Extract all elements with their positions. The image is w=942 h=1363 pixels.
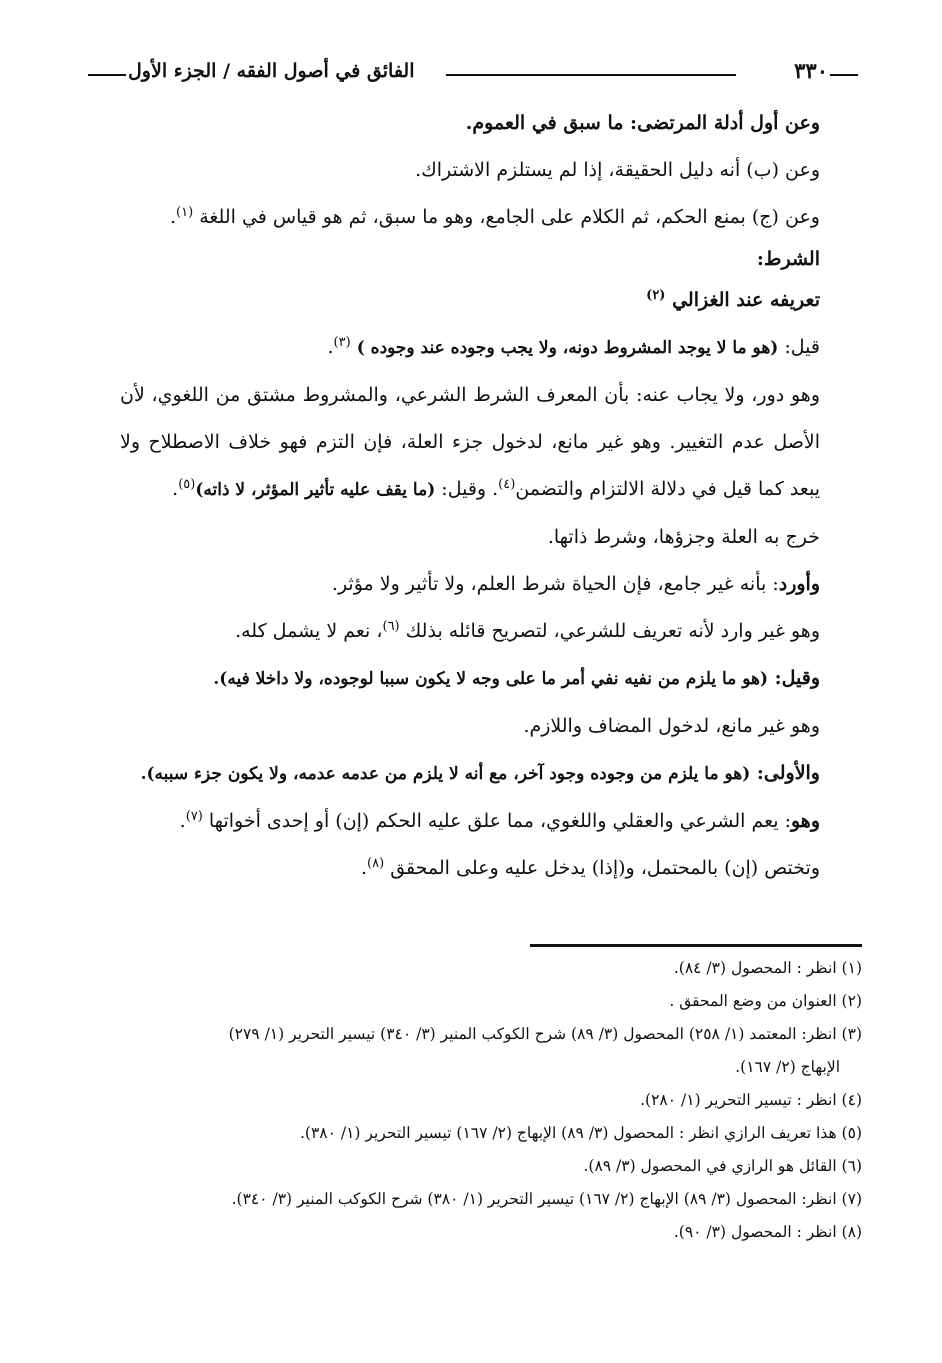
text-line	[120, 655, 820, 703]
footnotes	[82, 952, 862, 1249]
footnote-ref: (٥)	[178, 477, 196, 492]
text-span: والأولى:	[750, 762, 820, 784]
footnote: (٥) هذا تعريف الرازي انظر : المحصول (٣/ ٨٩) الإبهاج (٢/ ١٦٧) تيسير التحرير (١/ ٣٨٠).	[299, 1124, 862, 1142]
text-line	[120, 703, 820, 750]
text-line	[120, 100, 820, 147]
section-heading: الشرط:	[756, 248, 820, 270]
footnote: (٢) العنوان من وضع المحقق .	[669, 992, 862, 1010]
quoted-definition: (ما يقف عليه تأثير المؤثر، لا ذاته)	[195, 480, 436, 500]
text-line: قيل: (هو ما لا يوجد المشروط دونه، ولا يجب وجوده عند وجوده ) $^{(٣)}$.	[327, 335, 820, 358]
text-span: ، نعم لا يشمل كله.	[235, 620, 383, 642]
text-span: تعريفه عند الغزالي	[672, 289, 820, 311]
text-line: وتختص (إن) بالمحتمل، و(إذا) يدخل عليه وعلى المحقق $^{(٨)}$.	[360, 856, 820, 879]
footnote-ref: (٣)	[333, 335, 351, 350]
text-span: : بأنه غير جامع، فإن الحياة شرط العلم، ولا تأثير ولا مؤثر.	[331, 573, 779, 595]
running-title: الفائق في أصول الفقه / الجزء الأول	[128, 60, 415, 82]
text-span: يبعد كما قيل في دلالة الالتزام والتضمن	[515, 478, 820, 500]
text-line: الأصل عدم التغيير. وهو غير مانع، لدخول جزء العلة، فإن التزم فهو خلاف الاصطلاح ولا	[120, 431, 820, 453]
text-span: وهو	[790, 810, 820, 832]
page-number: ٣٣٠	[794, 58, 828, 83]
text-line: وهو دور، ولا يجاب عنه: بأن المعرف الشرط الشرعي، والمشروط مشتق من اللغوي، لأن	[120, 384, 820, 406]
quoted-definition: (هو ما يلزم من نفيه نفي أمر ما على وجه لا يكون سببا لوجوده، ولا داخلا فيه).	[213, 669, 768, 689]
text-span: وعن أول أدلة المرتضى: ما سبق في العموم.	[465, 112, 820, 134]
text-span: وعن (ج) بمنع الحكم، ثم الكلام على الجامع، وهو ما سبق، ثم هو قياس في اللغة	[199, 206, 820, 228]
text-line	[120, 608, 820, 655]
text-line	[120, 147, 820, 194]
text-span: . وقيل:	[435, 478, 499, 500]
footnote: (٣) انظر: المعتمد (١/ ٢٥٨) المحصول (٣/ ٨٩) شرح الكوكب المنير (٣/ ٣٤٠) تيسير التحرير (١/ ٢٧٩)	[228, 1025, 862, 1043]
text-span: وهو غير وارد لأنه تعريف للشرعي، لتصريح قائله بذلك	[405, 620, 820, 642]
text-line: يبعد كما قيل في دلالة الالتزام والتضمن$^{(٤)}$. وقيل: (ما يقف عليه تأثير المؤثر، لا ذاته)$^{(٥)}$.	[172, 477, 820, 500]
text-span: خرج به العلة وجزؤها، وشرط ذاتها.	[547, 526, 820, 548]
text-span: وعن (ب) أنه دليل الحقيقة، إذا لم يستلزم الاشتراك.	[415, 159, 820, 181]
footnote-separator	[530, 944, 862, 947]
text-span: وهو غير مانع، لدخول المضاف واللازم.	[523, 715, 820, 737]
text-line: وعن (ج) بمنع الحكم، ثم الكلام على الجامع، وهو ما سبق، ثم هو قياس في اللغة $^{(١)}$.	[169, 205, 820, 228]
text-span: : يعم الشرعي والعقلي واللغوي، مما علق عليه الحكم (إن) أو إحدى أخواتها	[208, 810, 791, 832]
quoted-definition: (هو ما يلزم من وجوده وجود آخر، مع أنه لا يلزم من عدمه عدمه، ولا يكون جزء سببه).	[140, 764, 751, 784]
header-rule	[88, 74, 126, 76]
text-span: وتختص (إن) بالمحتمل، و(إذا) يدخل عليه وعلى المحقق	[390, 857, 820, 879]
footnote-continuation: الإبهاج (٢/ ١٦٧).	[735, 1058, 840, 1076]
subsection-heading	[120, 277, 820, 324]
footnote-ref: (٦)	[382, 619, 400, 634]
quoted-definition: (هو ما لا يوجد المشروط دونه، ولا يجب وجوده عند وجوده )	[356, 338, 779, 358]
running-header	[88, 58, 858, 92]
footnote: (٦) القائل هو الرازي في المحصول (٣/ ٨٩).	[583, 1157, 862, 1175]
text-line	[120, 750, 820, 798]
footnote-ref: (٧)	[185, 809, 203, 824]
text-line: وهو: يعم الشرعي والعقلي واللغوي، مما علق عليه الحكم (إن) أو إحدى أخواتها $^{(٧)}$.	[179, 809, 820, 832]
footnote: (٨) انظر : المحصول (٣/ ٩٠).	[673, 1223, 862, 1241]
text-span: وقيل:	[767, 667, 820, 689]
header-rule	[446, 74, 736, 76]
footnote-ref: (٤)	[498, 477, 516, 492]
text-span: وأورد	[778, 573, 820, 595]
footnote-ref: (١)	[176, 205, 194, 220]
footnote: (١) انظر : المحصول (٣/ ٨٤).	[673, 959, 862, 977]
footnote-ref: (٢)	[646, 288, 666, 303]
header-rule	[830, 74, 858, 76]
footnote: (٧) انظر: المحصول (٣/ ٨٩) الإبهاج (٢/ ١٦٧) تيسير التحرير (١/ ٣٨٠) شرح الكوكب المنير (٣/ ٣٤٠).	[231, 1190, 862, 1208]
text-line	[120, 561, 820, 608]
footnote: (٤) انظر : تيسير التحرير (١/ ٢٨٠).	[640, 1091, 862, 1109]
main-text	[120, 100, 820, 892]
footnote-ref: (٨)	[367, 856, 385, 871]
text-line	[120, 514, 820, 561]
text-span: قيل:	[778, 336, 820, 358]
